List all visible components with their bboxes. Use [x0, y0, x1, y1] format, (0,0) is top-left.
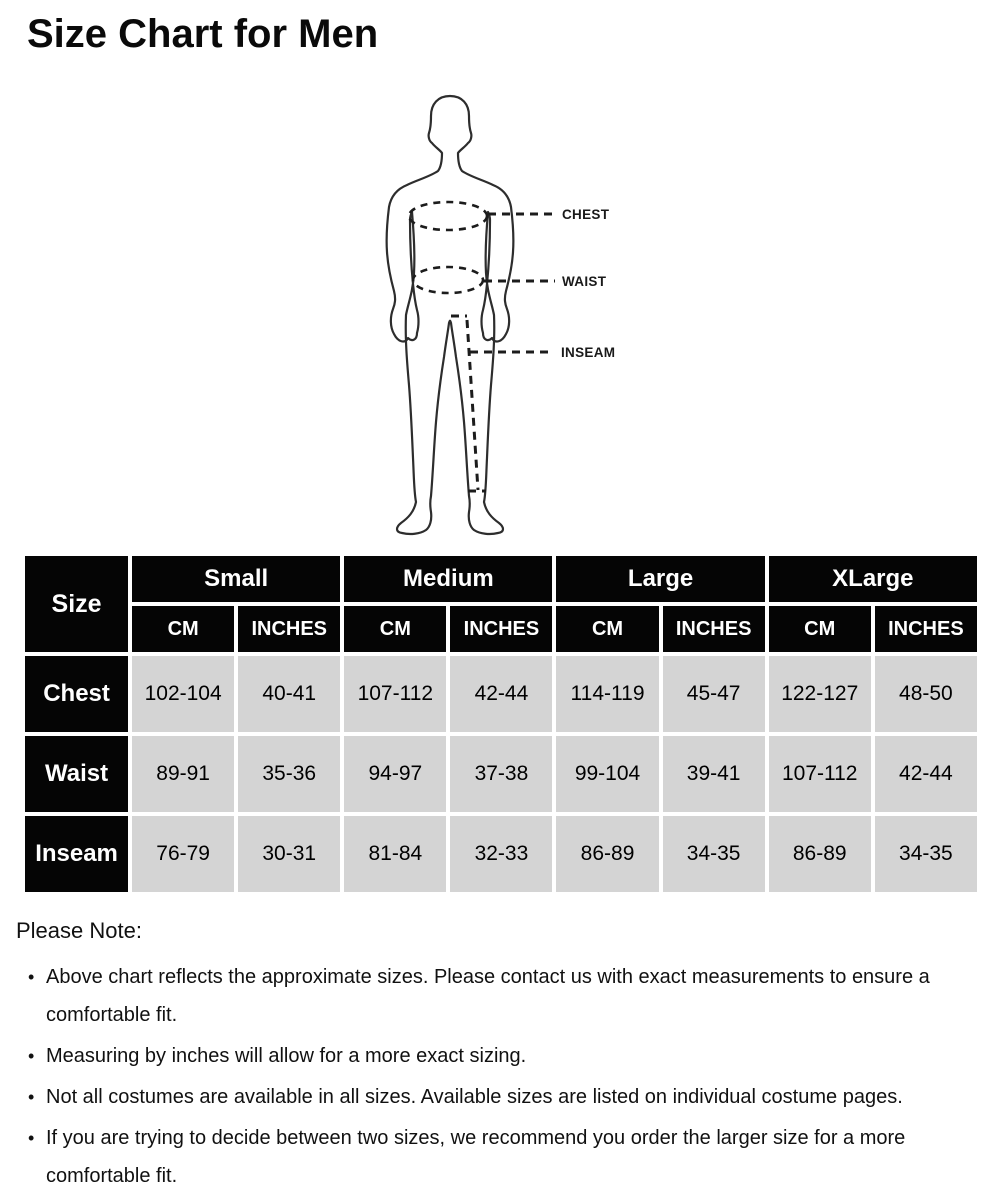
unit-header-cm: CM — [344, 606, 446, 652]
row-label-waist: Waist — [25, 736, 128, 812]
measurement-cell: 34-35 — [875, 816, 977, 892]
size-chart-table — [21, 552, 981, 896]
measurement-cell: 114-119 — [556, 656, 658, 732]
unit-header-inches: INCHES — [875, 606, 977, 652]
measurement-cell: 81-84 — [344, 816, 446, 892]
measurement-cell: 122-127 — [769, 656, 871, 732]
measurement-cell: 42-44 — [875, 736, 977, 812]
unit-header-cm: CM — [769, 606, 871, 652]
table-row-chest — [25, 656, 977, 732]
notes-section — [16, 918, 978, 1198]
row-label-chest: Chest — [25, 656, 128, 732]
measurement-cell: 45-47 — [663, 656, 765, 732]
size-group-header-medium: Medium — [344, 556, 552, 602]
measurement-cell: 39-41 — [663, 736, 765, 812]
measurement-cell: 48-50 — [875, 656, 977, 732]
unit-header-inches: INCHES — [238, 606, 340, 652]
notes-heading: Please Note: — [16, 918, 142, 943]
measurement-cell: 42-44 — [450, 656, 552, 732]
measurement-cell: 30-31 — [238, 816, 340, 892]
page-title: Size Chart for Men — [27, 12, 379, 56]
unit-header-inches: INCHES — [450, 606, 552, 652]
measurement-cell: 32-33 — [450, 816, 552, 892]
unit-header-cm: CM — [556, 606, 658, 652]
unit-header-inches: INCHES — [663, 606, 765, 652]
unit-header-cm: CM — [132, 606, 234, 652]
measurement-cell: 37-38 — [450, 736, 552, 812]
chest-label: CHEST — [562, 207, 610, 222]
note-item: • Not all costumes are available in all sizes. Available sizes are listed on individual costume pages. — [16, 1078, 978, 1116]
measurement-cell: 35-36 — [238, 736, 340, 812]
measurement-cell: 89-91 — [132, 736, 234, 812]
table-unit-header-row — [25, 606, 977, 652]
note-item: • Above chart reflects the approximate sizes. Please contact us with exact measurements to ensure a comfortable fit. — [16, 958, 978, 1034]
table-corner-cell: Size — [25, 556, 128, 652]
measurement-cell: 94-97 — [344, 736, 446, 812]
male-figure-illustration — [340, 80, 640, 542]
table-row-inseam — [25, 816, 977, 892]
measurement-cell: 107-112 — [344, 656, 446, 732]
measurement-cell: 76-79 — [132, 816, 234, 892]
size-group-header-xlarge: XLarge — [769, 556, 977, 602]
measurement-cell: 40-41 — [238, 656, 340, 732]
size-group-header-large: Large — [556, 556, 764, 602]
measurement-cell: 102-104 — [132, 656, 234, 732]
measurement-cell: 34-35 — [663, 816, 765, 892]
table-row-waist — [25, 736, 977, 812]
size-group-header-small: Small — [132, 556, 340, 602]
note-item: • Measuring by inches will allow for a more exact sizing. — [16, 1037, 978, 1075]
note-item: • If you are trying to decide between two sizes, we recommend you order the larger size for a more comfortable fit. — [16, 1119, 978, 1195]
row-label-inseam: Inseam — [25, 816, 128, 892]
measurement-cell: 99-104 — [556, 736, 658, 812]
measurement-cell: 107-112 — [769, 736, 871, 812]
measurement-cell: 86-89 — [769, 816, 871, 892]
inseam-label: INSEAM — [561, 345, 616, 360]
measurement-cell: 86-89 — [556, 816, 658, 892]
table-group-header-row — [25, 556, 977, 602]
body-measurement-diagram — [340, 80, 640, 542]
waist-label: WAIST — [562, 274, 607, 289]
male-body-outline — [387, 96, 514, 534]
